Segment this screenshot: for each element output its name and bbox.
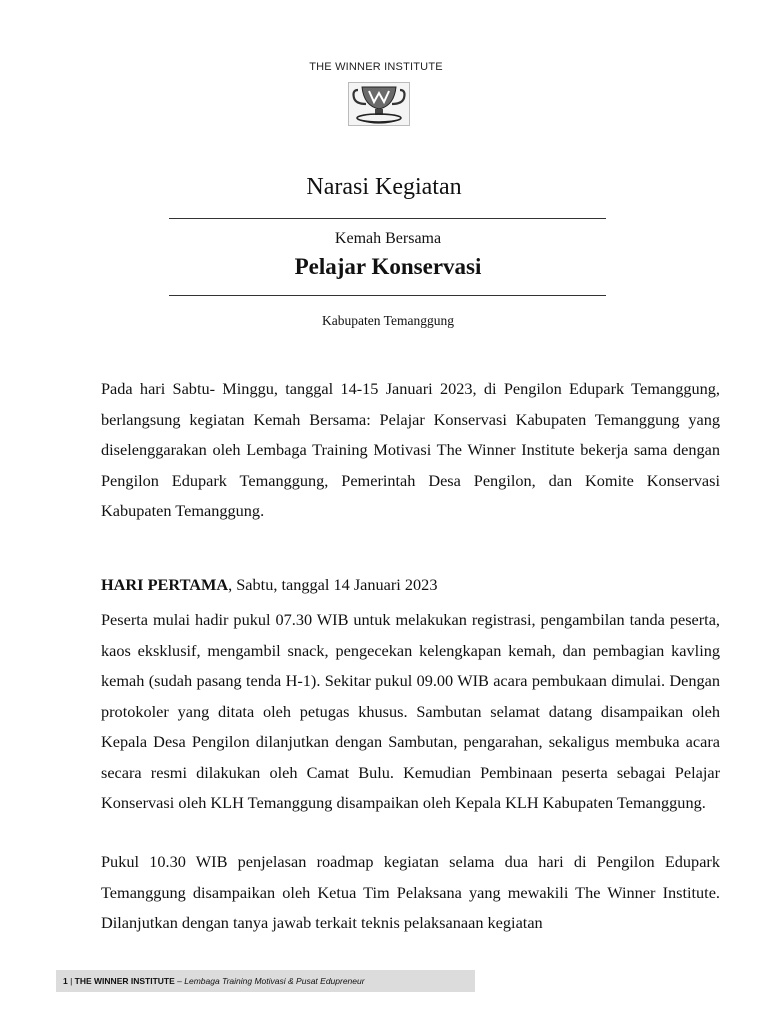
footer-tagline: Lembaga Training Motivasi & Pusat Edupreneur: [184, 976, 365, 986]
document-title: Narasi Kegiatan: [306, 174, 462, 200]
event-location: Kabupaten Temanggung: [322, 313, 454, 328]
trophy-logo-icon: [348, 82, 410, 126]
title-divider-bottom: [169, 295, 606, 296]
day-one-date: , Sabtu, tanggal 14 Januari 2023: [228, 575, 438, 594]
footer-separator: |: [67, 976, 75, 986]
footer-org: THE WINNER INSTITUTE: [74, 976, 175, 986]
day-one-paragraph-1: Peserta mulai hadir pukul 07.30 WIB untuk melakukan registrasi, pengambilan tanda peserta, kaos eksklusif, mengambil snack, pengecekan kelengkapan kemah, dan pembagian kavling kemah (sudah pasang tenda H-1). Sekitar pukul 09.00 WIB acara pembukaan dimulai. Dengan protokoler yang ditata oleh petugas khusus. Sambutan selamat datang disampaikan oleh Kepala Desa Pengilon dilanjutkan dengan Sambutan, pengarahan, sekaligus membuka acara secara resmi dilakukan oleh Camat Bulu. Kemudian Pembinaan peserta sebagai Pelajar Konservasi oleh KLH Temanggung disampaikan oleh Kepala KLH Kabupaten Temanggung.: [101, 610, 720, 812]
event-subtitle: Kemah Bersama: [334, 230, 442, 247]
event-title: Pelajar Konservasi: [294, 254, 482, 279]
day-one-heading: [101, 570, 720, 600]
day-one-label: HARI PERTAMA: [101, 575, 229, 594]
day-one-paragraph-2: Pukul 10.30 WIB penjelasan roadmap kegiatan selama dua hari di Pengilon Edupark Temanggung disampaikan oleh Ketua Tim Pelaksana yang mewakili The Winner Institute. Dilanjutkan dengan tanya jawab terkait teknis pelaksanaan kegiatan: [101, 852, 720, 932]
page-number: 1: [63, 976, 68, 986]
page-footer: [56, 970, 475, 992]
title-divider-top: [169, 218, 606, 219]
footer-dash: –: [174, 976, 185, 986]
header-org-name: THE WINNER INSTITUTE: [309, 61, 443, 73]
intro-paragraph: Pada hari Sabtu- Minggu, tanggal 14-15 Januari 2023, di Pengilon Edupark Temanggung, berlangsung kegiatan Kemah Bersama: Pelajar Konservasi Kabupaten Temanggung yang diselenggarakan oleh Lembaga Training Motivasi The Winner Institute bekerja sama dengan Pengilon Edupark Temanggung, Pemerintah Desa Pengilon, dan Komite Konservasi Kabupaten Temanggung.: [101, 379, 720, 520]
